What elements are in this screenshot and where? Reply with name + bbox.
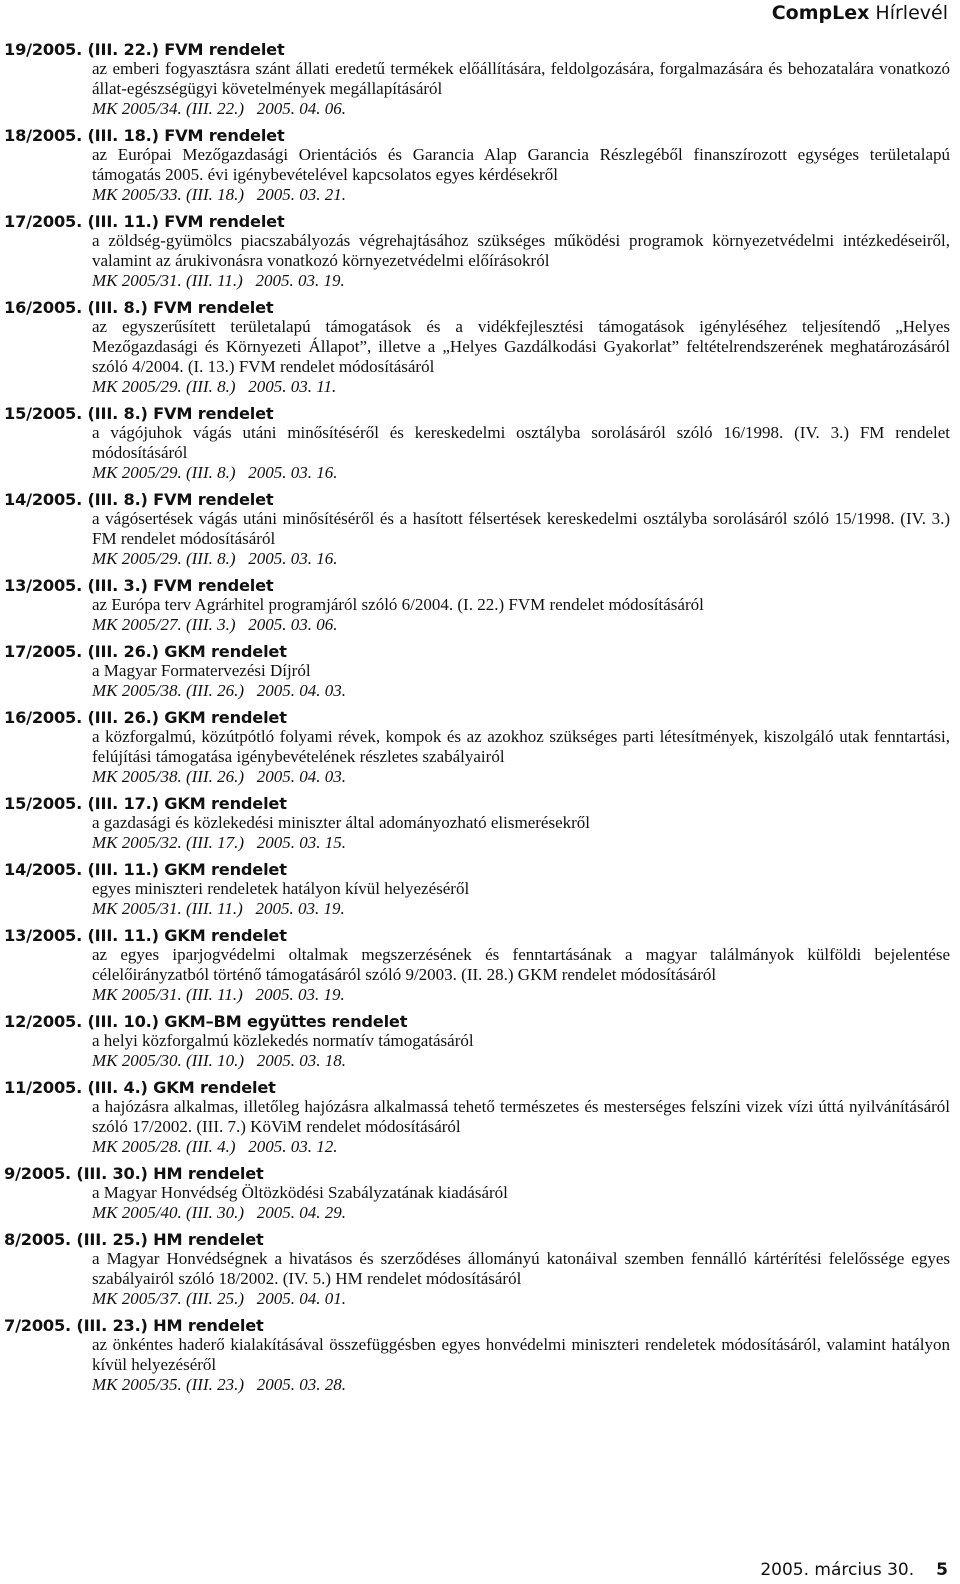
newsletter-header [772, 2, 948, 24]
regulation-title: 19/2005. (III. 22.) FVM rendelet [4, 40, 285, 59]
regulation-entry [4, 298, 950, 397]
regulation-title: 9/2005. (III. 30.) HM rendelet [4, 1164, 264, 1183]
regulation-body [92, 509, 950, 569]
regulation-entry [4, 1316, 950, 1395]
regulation-description: az egyes iparjogvédelmi oltalmak megszerzésének és fenntartásának a magyar találmányok külföldi bejelentése célelőirányzatból történő támogatásáról szóló 9/2003. (II. 28.) GKM rendelet módosításáról [92, 945, 950, 984]
regulation-body [92, 317, 950, 397]
regulation-entry [4, 490, 950, 569]
regulation-reference: MK 2005/29. (III. 8.) 2005. 03. 16. [92, 549, 338, 568]
regulation-description: a vágójuhok vágás utáni minősítéséről és kereskedelmi osztályba sorolásáról szóló 16/1998. (IV. 3.) FM rendelet módosításáról [92, 423, 950, 462]
regulation-reference: MK 2005/28. (III. 4.) 2005. 03. 12. [92, 1137, 338, 1156]
regulation-reference: MK 2005/32. (III. 17.) 2005. 03. 15. [92, 833, 347, 852]
regulation-body [92, 727, 950, 787]
regulation-title: 14/2005. (III. 8.) FVM rendelet [4, 490, 274, 509]
regulation-description: a Magyar Honvédségnek a hivatásos és szerződéses állományú katonáival szemben fennálló kártérítési felelőssége egyes szabályairól szóló 18/2002. (IV. 5.) HM rendelet módosításáról [92, 1249, 950, 1288]
regulation-title: 15/2005. (III. 8.) FVM rendelet [4, 404, 274, 423]
regulation-entry [4, 404, 950, 483]
regulation-body [92, 661, 950, 701]
regulation-reference: MK 2005/27. (III. 3.) 2005. 03. 06. [92, 615, 338, 634]
regulation-title: 11/2005. (III. 4.) GKM rendelet [4, 1078, 276, 1097]
regulation-entry [4, 708, 950, 787]
regulation-body [92, 145, 950, 205]
regulation-entry [4, 794, 950, 853]
regulation-list [4, 40, 950, 1402]
regulation-entry [4, 1164, 950, 1223]
regulation-description: egyes miniszteri rendeletek hatályon kívül helyezéséről [92, 879, 470, 898]
regulation-reference: MK 2005/40. (III. 30.) 2005. 04. 29. [92, 1203, 347, 1222]
issue-date: 2005. március 30. [760, 1560, 915, 1580]
regulation-description: az Európa terv Agrárhitel programjáról szóló 6/2004. (I. 22.) FVM rendelet módosításáról [92, 595, 704, 614]
regulation-title: 15/2005. (III. 17.) GKM rendelet [4, 794, 287, 813]
regulation-reference: MK 2005/34. (III. 22.) 2005. 04. 06. [92, 99, 347, 118]
regulation-description: a helyi közforgalmú közlekedés normatív támogatásáról [92, 1031, 474, 1050]
regulation-entry [4, 212, 950, 291]
regulation-body [92, 879, 950, 919]
regulation-entry [4, 642, 950, 701]
regulation-reference: MK 2005/31. (III. 11.) 2005. 03. 19. [92, 899, 345, 918]
regulation-body [92, 1031, 950, 1071]
regulation-body [92, 1335, 950, 1395]
regulation-body [92, 813, 950, 853]
regulation-title: 16/2005. (III. 26.) GKM rendelet [4, 708, 287, 727]
regulation-reference: MK 2005/29. (III. 8.) 2005. 03. 16. [92, 463, 338, 482]
regulation-reference: MK 2005/33. (III. 18.) 2005. 03. 21. [92, 185, 347, 204]
regulation-entry [4, 1078, 950, 1157]
page-number: 5 [936, 1560, 948, 1580]
regulation-description: a Magyar Honvédség Öltözködési Szabályzatának kiadásáról [92, 1183, 508, 1202]
page-footer [760, 1560, 948, 1580]
regulation-reference: MK 2005/37. (III. 25.) 2005. 04. 01. [92, 1289, 347, 1308]
regulation-entry [4, 126, 950, 205]
regulation-description: a zöldség-gyümölcs piacszabályozás végrehajtásához szükséges működési programok környezetvédelmi intézkedéseiről, valamint az árukivonásra vonatkozó környezetvédelmi előírásokról [92, 231, 950, 270]
regulation-description: a hajózásra alkalmas, illetőleg hajózásra alkalmassá tehető természetes és mesterséges felszíni vizek vízi úttá nyilvánításáról szóló 17/2002. (III. 7.) KöViM rendelet módosításáról [92, 1097, 950, 1136]
regulation-body [92, 1097, 950, 1157]
regulation-description: a közforgalmú, közútpótló folyami révek, kompok és az azokhoz szükséges parti létesítmények, kiszolgáló utak fenntartási, felújítási támogatása igénybevételének részletes szabályairól [92, 727, 950, 766]
regulation-reference: MK 2005/29. (III. 8.) 2005. 03. 11. [92, 377, 337, 396]
regulation-title: 18/2005. (III. 18.) FVM rendelet [4, 126, 285, 145]
regulation-entry [4, 1012, 950, 1071]
regulation-entry [4, 926, 950, 1005]
regulation-description: az emberi fogyasztásra szánt állati eredetű termékek előállítására, feldolgozására, forgalmazására és behozatalára vonatkozó állat-egészségügyi követelmények megállapításáról [92, 59, 950, 98]
regulation-body [92, 595, 950, 635]
regulation-reference: MK 2005/30. (III. 10.) 2005. 03. 18. [92, 1051, 347, 1070]
regulation-reference: MK 2005/38. (III. 26.) 2005. 04. 03. [92, 681, 347, 700]
regulation-title: 13/2005. (III. 3.) FVM rendelet [4, 576, 274, 595]
regulation-reference: MK 2005/38. (III. 26.) 2005. 04. 03. [92, 767, 347, 786]
regulation-title: 7/2005. (III. 23.) HM rendelet [4, 1316, 264, 1335]
regulation-body [92, 231, 950, 291]
regulation-entry [4, 576, 950, 635]
regulation-description: a Magyar Formatervezési Díjról [92, 661, 311, 680]
regulation-description: az önkéntes haderő kialakításával összefüggésben egyes honvédelmi miniszteri rendeletek módosításáról, valamint hatályon kívül helyezéséről [92, 1335, 950, 1374]
regulation-description: az Európai Mezőgazdasági Orientációs és Garancia Alap Garancia Részlegéből finanszírozott egységes területalapú támogatás 2005. évi igénybevételével kapcsolatos egyes kérdésekről [92, 145, 950, 184]
regulation-description: a vágósertések vágás utáni minősítéséről és a hasított félsertések kereskedelmi osztályba sorolásáról szóló 15/1998. (IV. 3.) FM rendelet módosításáról [92, 509, 950, 548]
regulation-title: 14/2005. (III. 11.) GKM rendelet [4, 860, 287, 879]
regulation-body [92, 423, 950, 483]
brand-subtitle: Hírlevél [869, 2, 948, 24]
regulation-title: 12/2005. (III. 10.) GKM–BM együttes rendelet [4, 1012, 408, 1031]
regulation-entry [4, 860, 950, 919]
regulation-body [92, 945, 950, 1005]
regulation-entry [4, 1230, 950, 1309]
regulation-title: 17/2005. (III. 11.) FVM rendelet [4, 212, 285, 231]
regulation-description: az egyszerűsített területalapú támogatások és a vidékfejlesztési támogatások igényléséhez teljesítendő „Helyes Mezőgazdasági és Környezeti Állapot”, illetve a „Helyes Gazdálkodási Gyakorlat” feltételrendszerének meghatározásáról szóló 4/2004. (I. 13.) FVM rendelet módosításáról [92, 317, 950, 376]
regulation-reference: MK 2005/31. (III. 11.) 2005. 03. 19. [92, 985, 345, 1004]
regulation-reference: MK 2005/35. (III. 23.) 2005. 03. 28. [92, 1375, 347, 1394]
regulation-title: 17/2005. (III. 26.) GKM rendelet [4, 642, 287, 661]
regulation-body [92, 1183, 950, 1223]
regulation-description: a gazdasági és közlekedési miniszter által adományozható elismerésekről [92, 813, 590, 832]
regulation-body [92, 59, 950, 119]
regulation-entry [4, 40, 950, 119]
brand-name: CompLex [771, 2, 870, 24]
regulation-body [92, 1249, 950, 1309]
regulation-title: 8/2005. (III. 25.) HM rendelet [4, 1230, 264, 1249]
regulation-reference: MK 2005/31. (III. 11.) 2005. 03. 19. [92, 271, 345, 290]
regulation-title: 16/2005. (III. 8.) FVM rendelet [4, 298, 274, 317]
regulation-title: 13/2005. (III. 11.) GKM rendelet [4, 926, 287, 945]
